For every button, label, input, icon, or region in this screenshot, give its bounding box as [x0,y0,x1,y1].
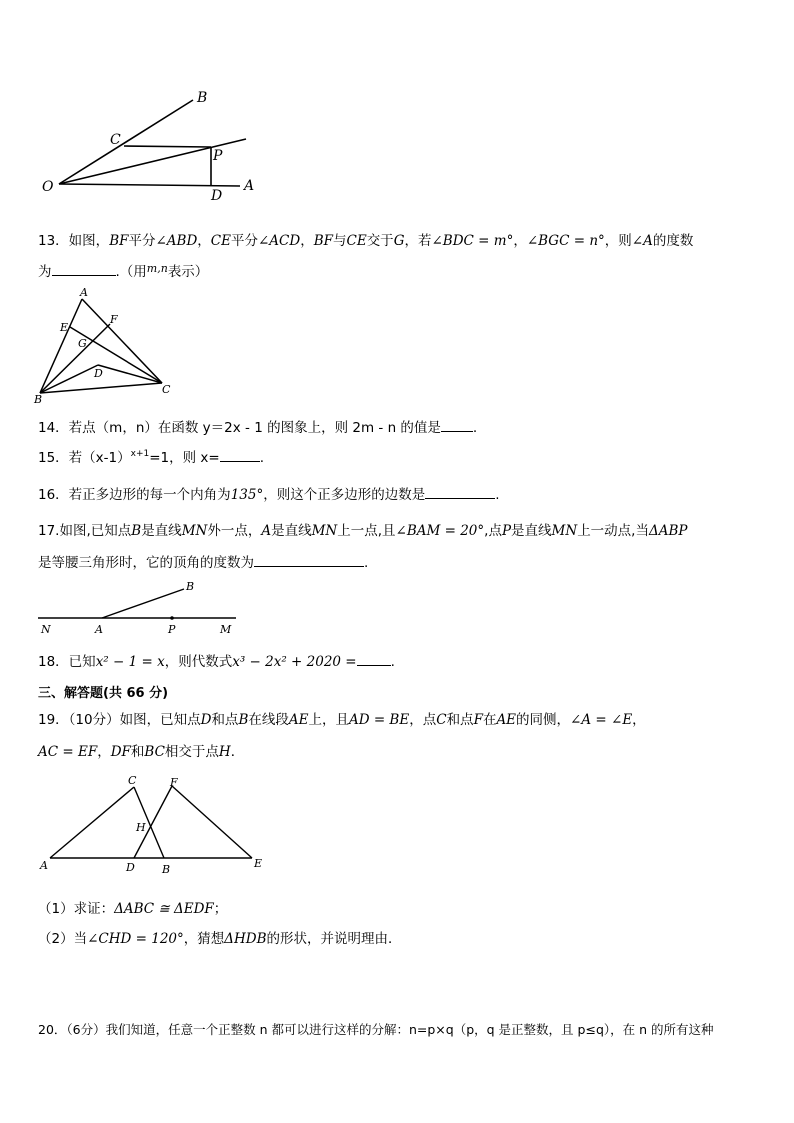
question-13-line1: 13．如图，BF平分∠ABD，CE平分∠ACD，BF与CE交于G，若∠BDC = m°，∠BGC = n°，则∠A的度数 [38,233,694,249]
label-P: P [168,623,176,636]
label-A: A [244,178,255,194]
label-B: B [186,580,195,593]
label-N: N [41,623,51,636]
answer-blank[interactable] [441,418,473,432]
section-heading: 三、解答题(共 66 分) [38,686,169,701]
question-16: 16．若正多边形的每一个内角为135°，则这个正多边形的边数是 . [38,487,500,503]
label-F: F [170,776,178,789]
question-13-line2: 为 .（用$^{m,n}$表示） [38,262,209,280]
label-G: G [78,337,87,350]
label-B: B [197,90,208,106]
answer-blank[interactable] [220,448,260,462]
label-E: E [254,857,263,870]
answer-blank[interactable] [357,652,391,666]
label-M: M [220,623,232,636]
question-19-line1: 19．（10分）如图，已知点D和点B在线段AE上，且AD = BE，点C和点F在AE的同侧，∠A = ∠E， [38,712,646,728]
question-19-part2: （2）当∠CHD = 120°，猜想ΔHDB的形状，并说明理由． [38,931,402,947]
question-17-line2: 是等腰三角形时，它的顶角的度数为 . [38,555,369,571]
label-A: A [80,286,88,299]
label-C: C [110,132,121,148]
label-C: C [128,774,137,787]
label-D: D [126,861,135,874]
question-17-line1: 17.如图,已知点B是直线MN外一点，A是直线MN上一点,且∠BAM = 20°,点P是直线MN上一动点,当ΔABP [38,523,688,539]
question-18: 18．已知x² − 1 = x，则代数式x³ − 2x² + 2020 = . [38,654,395,670]
label-D: D [211,188,223,204]
figure-triangle-bgc [30,283,180,408]
answer-blank[interactable] [52,262,116,276]
figure-triangles-abc-edf [34,770,274,880]
label-O: O [42,179,54,195]
label-C: C [162,383,171,396]
label-D: D [94,367,103,380]
answer-blank[interactable] [425,485,495,499]
label-H: H [136,821,146,834]
label-F: F [110,313,118,326]
question-19-line2: AC = EF，DF和BC相交于点H． [38,744,245,760]
label-P: P [213,148,223,164]
question-14: 14．若点（m，n）在函数 y＝2x - 1 的图象上，则 2m - n 的值是 . [38,420,478,436]
answer-blank[interactable] [254,553,364,567]
figure-angle-aob [30,80,270,205]
label-B: B [34,393,43,406]
question-20: 20．（6分）我们知道，任意一个正整数 n 都可以进行这样的分解：n=p×q（p，q 是正整数，且 p≤q），在 n 的所有这种 [38,1022,714,1037]
label-A: A [95,623,103,636]
figure-line-mn [34,576,244,638]
label-E: E [60,321,69,334]
question-15: 15．若$(x-1)^{x+1}=1$，则 x= . [38,449,265,466]
label-B: B [162,863,171,876]
label-A: A [40,859,48,872]
question-19-part1: （1）求证：ΔABC ≅ ΔEDF； [38,901,228,917]
